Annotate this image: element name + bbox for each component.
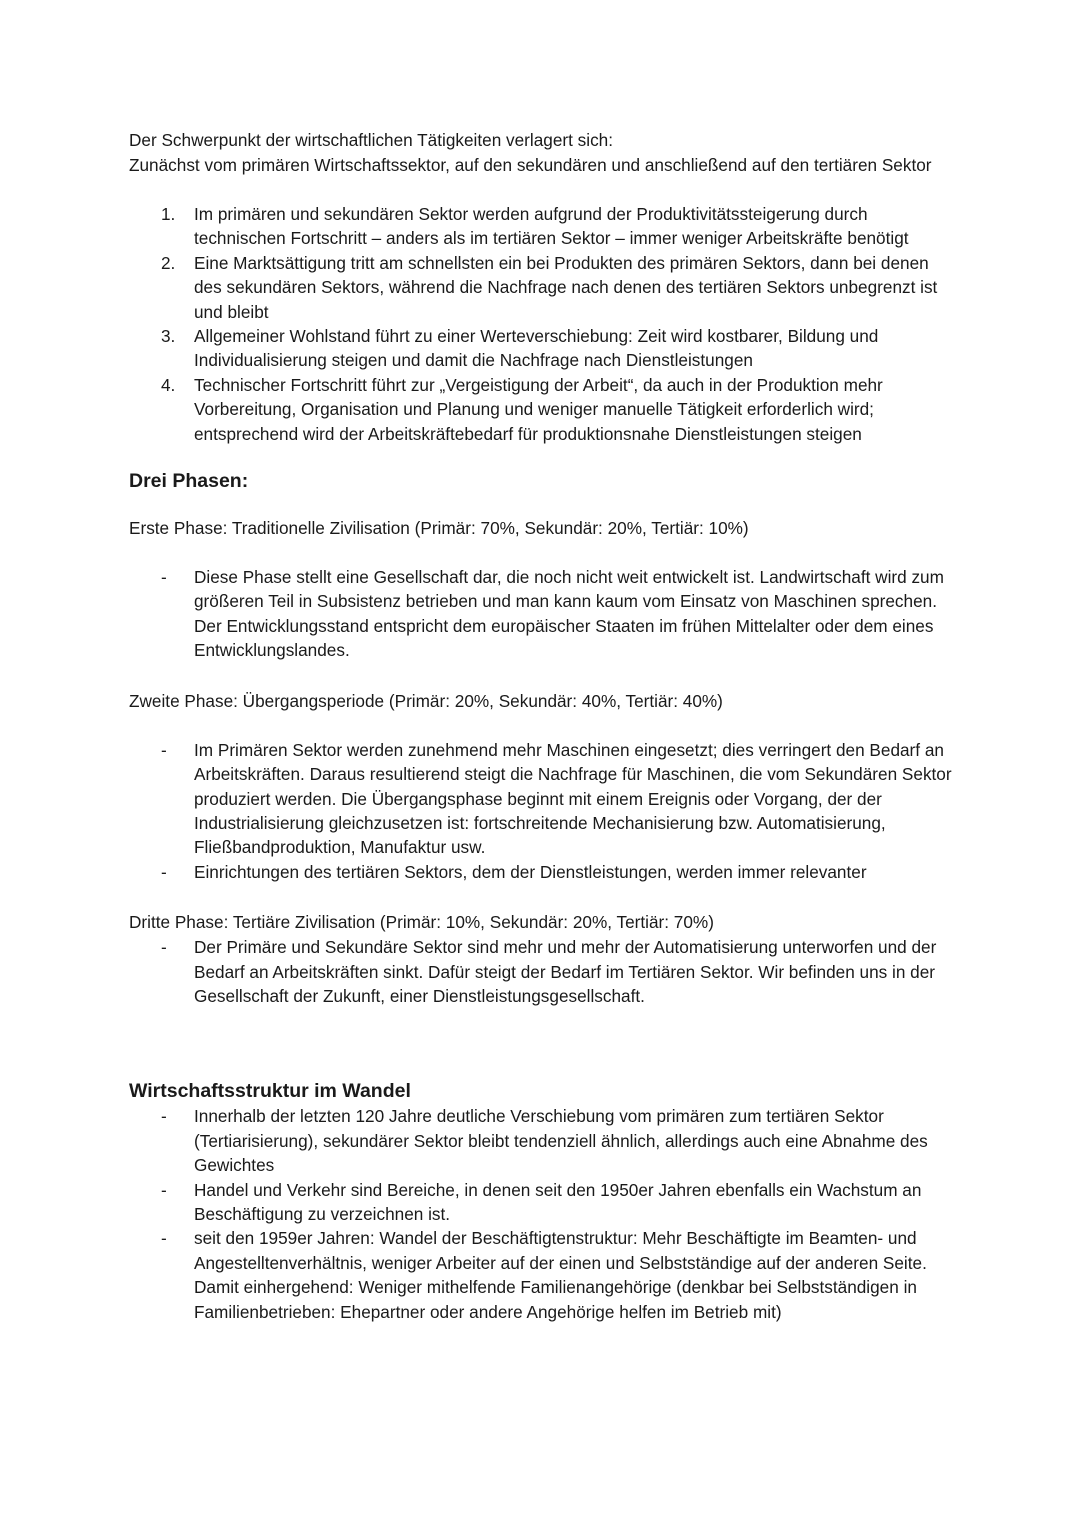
intro-line-1: Der Schwerpunkt der wirtschaftlichen Tätigkeiten verlagert sich: [129, 130, 614, 150]
list-item [129, 373, 959, 446]
phase-1-list [129, 565, 959, 663]
list-marker: 4. [161, 374, 176, 395]
wandel-heading: Wirtschaftsstruktur im Wandel [129, 1080, 411, 1103]
list-item [129, 1226, 959, 1324]
list-item [129, 738, 959, 860]
phase-1-title: Erste Phase: Traditionelle Zivilisation (Primär: 70%, Sekundär: 20%, Tertiär: 10%) [129, 518, 749, 539]
list-item-text: Im Primären Sektor werden zunehmend mehr Maschinen eingesetzt; dies verringert den Bedarf an Arbeitskräften. Daraus resultierend steigt die Nachfrage für Maschinen, die vom Sekundären Sektor produziert werden. Die Übergangsphase beginnt mit einem Ereignis oder Vorgang, der der Industrialisierung gleichzusetzen ist: fortschreitende Mechanisierung bzw. Automatisierung, Fließbandproduktion, Manufaktur usw. [194, 739, 952, 858]
list-item [129, 324, 959, 373]
list-item-text: Diese Phase stellt eine Gesellschaft dar, die noch nicht weit entwickelt ist. Landwirtschaft wird zum größeren Teil in Subsistenz betrieben und man kann kaum vom Einsatz von Maschinen sprechen. Der Entwicklungsstand entspricht dem europäischer Staaten im frühen Mittelalter oder dem eines Entwicklungslandes. [194, 567, 944, 661]
dash-marker: - [161, 1106, 167, 1127]
dash-marker: - [161, 1179, 167, 1200]
list-item-text: Innerhalb der letzten 120 Jahre deutliche Verschiebung vom primären zum tertiären Sektor (Tertiarisierung), sekundärer Sektor bleibt tendenziell ähnlich, allerdings auch eine Abnahme des Gewichtes [194, 1106, 928, 1176]
list-item [129, 860, 959, 884]
dash-marker: - [161, 1228, 167, 1249]
list-item-text: Allgemeiner Wohlstand führt zu einer Werteverschiebung: Zeit wird kostbarer, Bildung und Individualisierung steigen und damit die Nachfrage nach Dienstleistungen [194, 326, 879, 371]
reasons-list [129, 202, 959, 446]
phase-2-title: Zweite Phase: Übergangsperiode (Primär: 20%, Sekundär: 40%, Tertiär: 40%) [129, 690, 723, 711]
phase-3-list [129, 935, 959, 1008]
intro-line-2: Zunächst vom primären Wirtschaftssektor, auf den sekundären und anschließend auf den tertiären Sektor [129, 155, 932, 175]
list-item-text: Technischer Fortschritt führt zur „Vergeistigung der Arbeit“, da auch in der Produktion mehr Vorbereitung, Organisation und Planung und weniger manuelle Tätigkeit erforderlich wird; entsprechend wird der Arbeitskräftebedarf für produktionsnahe Dienstleistungen steigen [194, 374, 883, 444]
list-item-text: Handel und Verkehr sind Bereiche, in denen seit den 1950er Jahren ebenfalls ein Wachstum an Beschäftigung zu verzeichnen ist. [194, 1179, 922, 1224]
phase-3-title: Dritte Phase: Tertiäre Zivilisation (Primär: 10%, Sekundär: 20%, Tertiär: 70%) [129, 912, 714, 933]
list-item-text: Im primären und sekundären Sektor werden aufgrund der Produktivitätssteigerung durch technischen Fortschritt – anders als im tertiären Sektor – immer weniger Arbeitskräfte benötigt [194, 204, 909, 249]
list-item [129, 202, 959, 251]
dash-marker: - [161, 937, 167, 958]
list-item [129, 565, 959, 663]
list-item-continuation: Damit einhergehend: Weniger mithelfende Familienangehörige (denkbar bei Selbstständigen in Familienbetrieben: Ehepartner oder andere Angehörige helfen im Betrieb mit) [194, 1277, 917, 1322]
list-marker: 3. [161, 326, 176, 347]
phases-heading: Drei Phasen: [129, 470, 249, 493]
wandel-list [129, 1104, 959, 1324]
list-item-text: Eine Marktsättigung tritt am schnellsten ein bei Produkten des primären Sektors, dann bei denen des sekundären Sektors, während die Nachfrage nach denen des tertiären Sektors unbegrenzt ist und bleibt [194, 252, 938, 322]
phase-2-list [129, 738, 959, 884]
list-marker: 2. [161, 252, 176, 273]
list-marker: 1. [161, 204, 176, 224]
list-item-text: Der Primäre und Sekundäre Sektor sind mehr und mehr der Automatisierung unterworfen und der Bedarf an Arbeitskräften sinkt. Dafür steigt der Bedarf im Tertiären Sektor. Wir befinden uns in der Gesellschaft der Zukunft, einer Dienstleistungsgesellschaft. [194, 937, 937, 1006]
list-item [129, 251, 959, 324]
list-item [129, 935, 959, 1008]
list-item [129, 1104, 959, 1177]
list-item-text: seit den 1959er Jahren: Wandel der Beschäftigtenstruktur: Mehr Beschäftigte im Beamten- und Angestelltenverhältnis, weniger Arbeiter auf der einen und Selbstständige auf der anderen Seite. [194, 1228, 927, 1273]
dash-marker: - [161, 861, 167, 882]
dash-marker: - [161, 739, 167, 760]
list-item-text: Einrichtungen des tertiären Sektors, dem der Dienstleistungen, werden immer relevanter [194, 861, 867, 882]
dash-marker: - [161, 567, 167, 588]
intro [129, 128, 959, 178]
list-item [129, 1178, 959, 1227]
document-page [129, 128, 959, 1324]
